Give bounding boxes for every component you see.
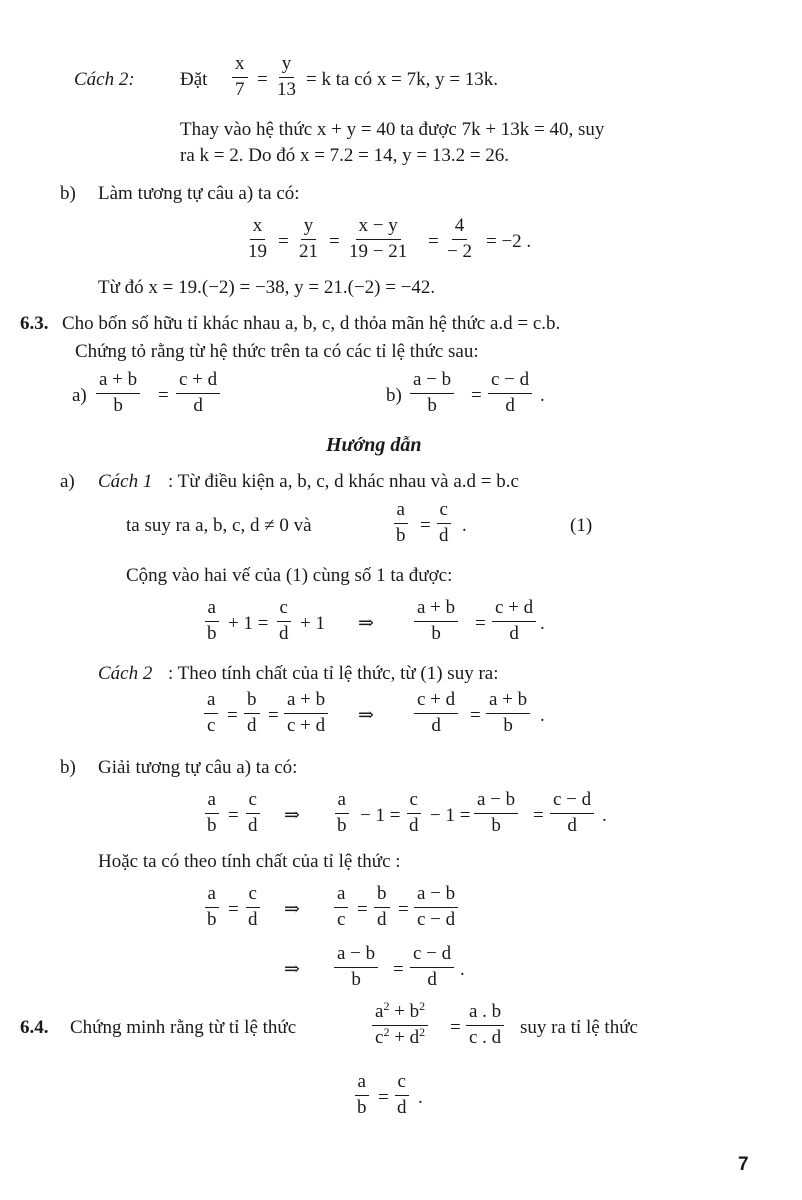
period: . bbox=[540, 385, 545, 406]
fraction: $\frac{a - b}{b}$ bbox=[410, 370, 454, 417]
part-b-result: Từ đó x = 19.(−2) = −38, y = 21.(−2) = −42. bbox=[98, 277, 436, 298]
fraction: $\frac{a + b}{c + d}$ bbox=[284, 690, 328, 737]
fraction-cd: $\frac{c}{d}$ bbox=[394, 1072, 410, 1119]
fraction-x19: $\frac{x}{19}$ bbox=[248, 215, 267, 262]
fraction: $\frac{a . b}{c . d}$ bbox=[466, 1002, 504, 1049]
equals-sign: = bbox=[471, 385, 482, 406]
equals-sign: = bbox=[450, 1017, 461, 1038]
fraction: $\frac{a - b}{b}$ bbox=[334, 944, 378, 991]
intro-k-text: = k ta có x = 7k, y = 13k. bbox=[306, 69, 499, 90]
fraction-ab: $\frac{a}{b}$ bbox=[354, 1072, 370, 1119]
cach1-label: Cách 1 bbox=[98, 471, 153, 492]
problem-63-line1: Cho bốn số hữu tỉ khác nhau a, b, c, d thỏa mãn hệ thức a.d = c.b. bbox=[62, 313, 561, 334]
implies-icon: ⇒ bbox=[284, 959, 300, 980]
equals-sign: = bbox=[228, 899, 239, 920]
implies-icon: ⇒ bbox=[358, 613, 374, 634]
hoac-text: Hoặc ta có theo tính chất của tỉ lệ thức : bbox=[98, 851, 401, 872]
problem-64-text: Chứng minh rằng từ tỉ lệ thức bbox=[70, 1017, 297, 1038]
page-number: 7 bbox=[738, 1154, 749, 1175]
cach2-text: : Theo tính chất của tỉ lệ thức, từ (1) suy ra: bbox=[168, 663, 499, 684]
fraction: $\frac{a + b}{b}$ bbox=[486, 690, 530, 737]
equals-sign: = bbox=[428, 231, 439, 252]
plus-one: + 1 = bbox=[228, 613, 269, 634]
problem-number: 6.3. bbox=[20, 313, 49, 334]
equals-sign: = bbox=[470, 705, 481, 726]
fraction-cd: $\frac{c}{d}$ bbox=[276, 598, 292, 645]
equals-sign: = bbox=[378, 1087, 389, 1108]
period: . bbox=[418, 1087, 423, 1108]
fraction-y13: $\frac{y}{13}$ bbox=[277, 53, 296, 100]
dat-text: Đặt bbox=[180, 69, 208, 90]
period: . bbox=[540, 705, 545, 726]
guide-a-label: a) bbox=[60, 471, 75, 492]
fraction: $\frac{a}{c}$ bbox=[334, 884, 348, 931]
equals-sign: = bbox=[278, 231, 289, 252]
equals-sign: = bbox=[357, 899, 368, 920]
equals-sign: = bbox=[329, 231, 340, 252]
equation-number: (1) bbox=[570, 515, 593, 536]
fraction: $\frac{c - d}{d}$ bbox=[550, 790, 594, 837]
implies-icon: ⇒ bbox=[284, 805, 300, 826]
fraction: $\frac{a + b}{b}$ bbox=[96, 370, 140, 417]
part-b-text: Làm tương tự câu a) ta có: bbox=[98, 183, 300, 204]
fraction-cd: $\frac{c}{d}$ bbox=[436, 500, 452, 547]
problem-number: 6.4. bbox=[20, 1017, 49, 1038]
equals-sign: = bbox=[533, 805, 544, 826]
intro-line3: ra k = 2. Do đó x = 7.2 = 14, y = 13.2 = 26. bbox=[180, 145, 510, 166]
implies-icon: ⇒ bbox=[358, 705, 374, 726]
fraction-ab: $\frac{a}{b}$ bbox=[204, 884, 220, 931]
equals-sign: = bbox=[420, 515, 431, 536]
fraction-y21: $\frac{y}{21}$ bbox=[299, 215, 318, 262]
implies-icon: ⇒ bbox=[284, 899, 300, 920]
fraction: $\frac{b}{d}$ bbox=[244, 690, 260, 737]
equals-sign: = bbox=[158, 385, 169, 406]
fraction-cd: $\frac{c}{d}$ bbox=[245, 884, 261, 931]
period: . bbox=[540, 613, 545, 634]
equals-sign: = bbox=[257, 69, 268, 90]
guide-b-label: b) bbox=[60, 757, 76, 778]
fraction-x7: $\frac{x}{7}$ bbox=[232, 54, 248, 101]
fraction-cd: $\frac{c}{d}$ bbox=[406, 790, 422, 837]
cach1-text: : Từ điều kiện a, b, c, d khác nhau và a.d = b.c bbox=[168, 471, 519, 492]
fraction: $\frac{a - b}{c - d}$ bbox=[414, 884, 458, 931]
period: . bbox=[460, 959, 465, 980]
plus-one: + 1 bbox=[300, 613, 325, 634]
intro-line2: Thay vào hệ thức x + y = 40 ta được 7k + 13k = 40, suy bbox=[180, 119, 605, 140]
fraction: $\frac{c + d}{d}$ bbox=[414, 690, 458, 737]
period: . bbox=[602, 805, 607, 826]
fraction: $\frac{a - b}{b}$ bbox=[474, 790, 518, 837]
fraction-ab: $\frac{a}{b}$ bbox=[393, 500, 409, 547]
fraction-4: $\frac{4}{- 2}$ bbox=[447, 215, 472, 262]
equals-sign: = bbox=[227, 705, 238, 726]
fraction-ab: $\frac{a}{b}$ bbox=[204, 790, 220, 837]
fraction-xy: $\frac{x - y}{19 - 21}$ bbox=[349, 215, 408, 262]
cach2-label: Cách 2 bbox=[98, 663, 153, 684]
part-a-label: a) bbox=[72, 385, 87, 406]
fraction: $\frac{a + b}{b}$ bbox=[414, 598, 458, 645]
part-b-label: b) bbox=[60, 183, 76, 204]
fraction: $\frac{c + d}{d}$ bbox=[492, 598, 536, 645]
fraction: $\frac{b}{d}$ bbox=[374, 884, 390, 931]
problem-64-tail: suy ra tỉ lệ thức bbox=[520, 1017, 638, 1038]
equals-sign: = bbox=[475, 613, 486, 634]
fraction-squares: $\frac{a^2 + b^2}{c^2 + d^2}$ bbox=[372, 1002, 428, 1049]
period: . bbox=[462, 515, 467, 536]
fraction-ab: $\frac{a}{b}$ bbox=[334, 790, 350, 837]
fraction: $\frac{c + d}{d}$ bbox=[176, 370, 220, 417]
part-b-label: b) bbox=[386, 385, 402, 406]
problem-63-line2: Chứng tỏ rằng từ hệ thức trên ta có các tỉ lệ thức sau: bbox=[75, 341, 479, 362]
guide-heading: Hướng dẫn bbox=[326, 434, 422, 456]
fraction-cd: $\frac{c}{d}$ bbox=[245, 790, 261, 837]
equals-sign: = bbox=[398, 899, 409, 920]
cong-text: Cộng vào hai vế của (1) cùng số 1 ta được: bbox=[126, 565, 453, 586]
fraction-ab: $\frac{a}{b}$ bbox=[204, 598, 220, 645]
equals-sign: = bbox=[268, 705, 279, 726]
minus-one: − 1 = bbox=[430, 805, 471, 826]
minus-one: − 1 = bbox=[360, 805, 401, 826]
equals-sign: = bbox=[393, 959, 404, 980]
cach2-label: Cách 2: bbox=[74, 69, 135, 90]
fraction: $\frac{c - d}{d}$ bbox=[488, 370, 532, 417]
suy-ra-text: ta suy ra a, b, c, d ≠ 0 và bbox=[126, 515, 312, 536]
equals-sign: = bbox=[228, 805, 239, 826]
fraction: $\frac{c - d}{d}$ bbox=[410, 944, 454, 991]
result-tail: = −2 . bbox=[486, 231, 532, 252]
fraction: $\frac{a}{c}$ bbox=[204, 690, 218, 737]
guide-b-text: Giải tương tự câu a) ta có: bbox=[98, 757, 298, 778]
